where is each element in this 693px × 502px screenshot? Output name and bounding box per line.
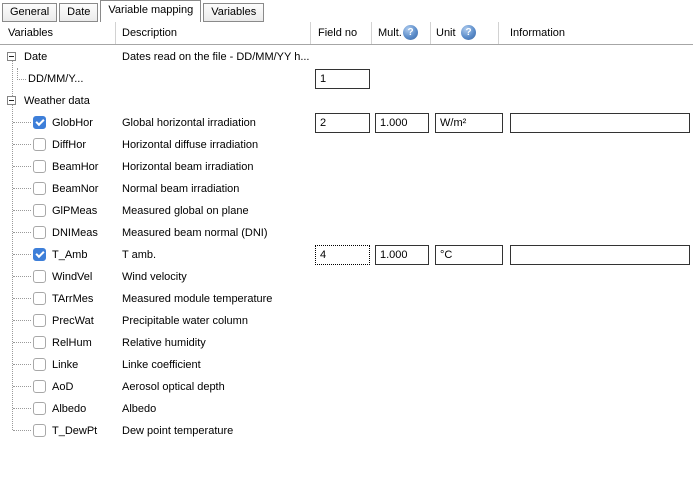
- field-no-input[interactable]: [315, 245, 370, 265]
- variable-label[interactable]: BeamHor: [52, 161, 99, 173]
- tree-connector: [13, 122, 31, 123]
- variable-checkbox[interactable]: [33, 292, 46, 305]
- row-description: Dates read on the file - DD/MM/YY h...: [122, 51, 310, 63]
- row-description: Relative humidity: [122, 337, 206, 349]
- variable-label[interactable]: RelHum: [52, 337, 92, 349]
- column-divider: [430, 22, 431, 44]
- tree-rows: [0, 45, 693, 495]
- mult-input[interactable]: [375, 113, 429, 133]
- variable-checkbox[interactable]: [33, 138, 46, 151]
- unit-help-icon[interactable]: ?: [461, 25, 476, 40]
- tree-connector: [13, 364, 31, 365]
- variable-label[interactable]: WindVel: [52, 271, 93, 283]
- variable-checkbox[interactable]: [33, 314, 46, 327]
- tree-row: [0, 288, 693, 310]
- tree-connector: [13, 298, 31, 299]
- tree-row: [0, 244, 693, 266]
- tree-connector: [13, 210, 31, 211]
- variable-label[interactable]: DD/MM/Y...: [28, 73, 84, 85]
- variable-checkbox[interactable]: [33, 336, 46, 349]
- tree-connector: [13, 342, 31, 343]
- tree-connector: [13, 276, 31, 277]
- tree-row: [0, 134, 693, 156]
- row-description: Global horizontal irradiation: [122, 117, 256, 129]
- row-description: Dew point temperature: [122, 425, 234, 437]
- variable-checkbox[interactable]: [33, 160, 46, 173]
- tree-row: [0, 354, 693, 376]
- tree-connector: [17, 68, 26, 80]
- tree-row: [0, 200, 693, 222]
- variable-label[interactable]: DiffHor: [52, 139, 87, 151]
- row-description: Aerosol optical depth: [122, 381, 225, 393]
- minus-glyph: [9, 100, 14, 101]
- tree-row: [0, 156, 693, 178]
- collapse-toggle-icon[interactable]: [7, 96, 16, 105]
- tab-general[interactable]: General: [2, 3, 57, 22]
- variable-checkbox[interactable]: [33, 380, 46, 393]
- row-description: Normal beam irradiation: [122, 183, 240, 195]
- mult-input[interactable]: [375, 245, 429, 265]
- variable-checkbox[interactable]: [33, 226, 46, 239]
- column-divider: [310, 22, 311, 44]
- row-description: Horizontal diffuse irradiation: [122, 139, 259, 151]
- tree-row: [0, 112, 693, 134]
- variable-checkbox[interactable]: [33, 182, 46, 195]
- row-description: Wind velocity: [122, 271, 187, 283]
- variable-label[interactable]: T_DewPt: [52, 425, 98, 437]
- tree-row: [0, 376, 693, 398]
- tree-row: [0, 266, 693, 288]
- row-description: Horizontal beam irradiation: [122, 161, 254, 173]
- variable-label[interactable]: T_Amb: [52, 249, 88, 261]
- tab-strip: [2, 0, 266, 22]
- row-description: Precipitable water column: [122, 315, 248, 327]
- tree-row: [0, 90, 693, 112]
- variable-label[interactable]: TArrMes: [52, 293, 94, 305]
- information-input[interactable]: [510, 113, 690, 133]
- row-description: Measured global on plane: [122, 205, 249, 217]
- tree-row: [0, 310, 693, 332]
- variable-checkbox[interactable]: [33, 248, 46, 261]
- field-no-input[interactable]: [315, 113, 370, 133]
- row-description: Measured module temperature: [122, 293, 273, 305]
- row-description: Linke coefficient: [122, 359, 201, 371]
- column-header-unit: Unit: [436, 27, 456, 39]
- group-label[interactable]: Date: [24, 51, 48, 63]
- tree-connector: [13, 408, 31, 409]
- tree-connector: [13, 254, 31, 255]
- variable-label[interactable]: GlobHor: [52, 117, 93, 129]
- variable-label[interactable]: AoD: [52, 381, 74, 393]
- variable-checkbox[interactable]: [33, 424, 46, 437]
- mult-help-icon[interactable]: ?: [403, 25, 418, 40]
- variable-checkbox[interactable]: [33, 204, 46, 217]
- tree-connector: [13, 166, 31, 167]
- tree-row: [0, 68, 693, 90]
- collapse-toggle-icon[interactable]: [7, 52, 16, 61]
- variable-checkbox[interactable]: [33, 270, 46, 283]
- row-description: T amb.: [122, 249, 157, 261]
- tree-connector: [13, 188, 31, 189]
- tree-row: [0, 398, 693, 420]
- column-divider: [498, 22, 499, 44]
- tab-date[interactable]: Date: [59, 3, 98, 22]
- tree-row: [0, 222, 693, 244]
- tab-variables[interactable]: Variables: [203, 3, 264, 22]
- group-label[interactable]: Weather data: [24, 95, 90, 107]
- column-header-mult: Mult.: [378, 27, 402, 39]
- variable-label[interactable]: PrecWat: [52, 315, 94, 327]
- variable-checkbox[interactable]: [33, 116, 46, 129]
- row-description: Measured beam normal (DNI): [122, 227, 268, 239]
- unit-input[interactable]: [435, 245, 503, 265]
- variable-label[interactable]: BeamNor: [52, 183, 99, 195]
- variable-label[interactable]: Linke: [52, 359, 79, 371]
- variable-label[interactable]: DNIMeas: [52, 227, 98, 239]
- field-no-input[interactable]: [315, 69, 370, 89]
- variable-label[interactable]: Albedo: [52, 403, 87, 415]
- column-header-field-no: Field no: [318, 27, 358, 39]
- tree-connector: [13, 386, 31, 387]
- variable-label[interactable]: GlPMeas: [52, 205, 98, 217]
- row-description: Albedo: [122, 403, 157, 415]
- column-divider: [115, 22, 116, 44]
- column-header-variables: Variables: [8, 27, 54, 39]
- tree-connector: [13, 144, 31, 145]
- tree-row: [0, 420, 693, 442]
- minus-glyph: [9, 56, 14, 57]
- information-input[interactable]: [510, 245, 690, 265]
- column-header-description: Description: [122, 27, 178, 39]
- tree-row: [0, 46, 693, 68]
- unit-input[interactable]: [435, 113, 503, 133]
- tree-connector: [13, 320, 31, 321]
- tab-variable-mapping[interactable]: Variable mapping: [100, 0, 201, 22]
- tree-connector: [13, 430, 31, 431]
- variable-checkbox[interactable]: [33, 358, 46, 371]
- column-header-row: [0, 22, 693, 45]
- tree-row: [0, 178, 693, 200]
- tree-connector: [13, 232, 31, 233]
- tree-row: [0, 332, 693, 354]
- variable-checkbox[interactable]: [33, 402, 46, 415]
- column-divider: [371, 22, 372, 44]
- column-header-information: Information: [510, 27, 566, 39]
